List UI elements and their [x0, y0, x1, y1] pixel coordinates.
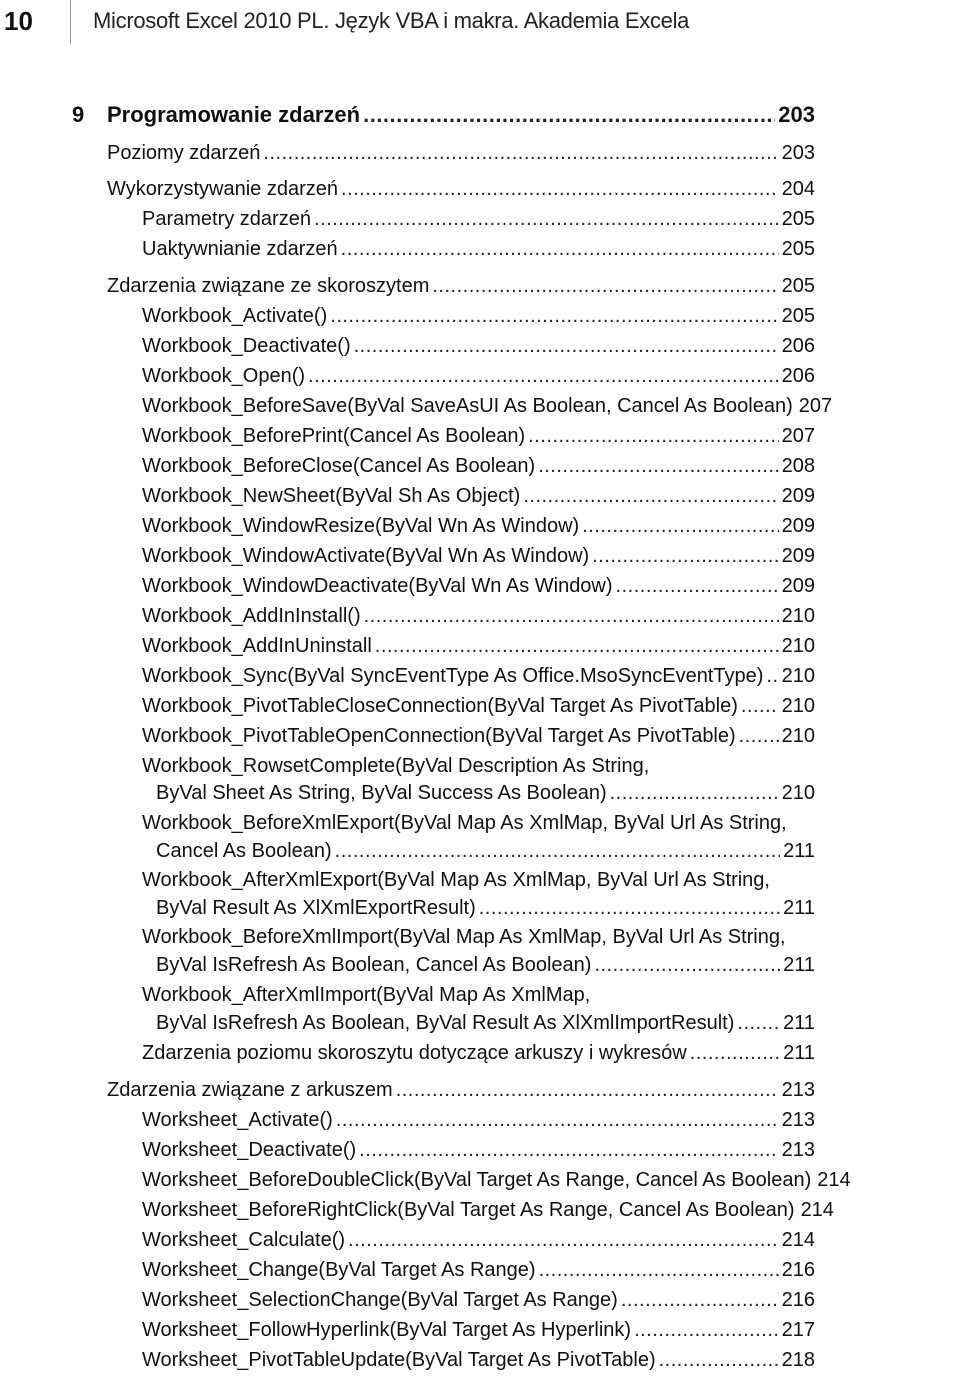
toc-entry-title: Workbook_WindowResize(ByVal Wn As Window) — [142, 515, 580, 537]
toc-entry-title: Zdarzenia związane ze skoroszytem — [107, 275, 430, 297]
toc-entry-title: Workbook_AddInUninstall — [142, 635, 372, 657]
toc-entry-line: Workbook_AfterXmlExport(ByVal Map As XmlMap, ByVal Url As String, — [142, 869, 770, 891]
toc-entry — [142, 665, 815, 693]
leader-dots — [396, 1079, 779, 1102]
toc-entry-title: Workbook_PivotTableCloseConnection(ByVal Target As PivotTable) — [142, 695, 738, 717]
toc-entry — [142, 365, 815, 393]
toc-entry — [142, 1259, 815, 1287]
toc-entry — [142, 1169, 851, 1197]
chapter-title: Programowanie zdarzeń — [107, 102, 361, 127]
toc-entry-title: Workbook_PivotTableOpenConnection(ByVal Target As PivotTable) — [142, 725, 736, 747]
leader-dots — [364, 605, 779, 628]
toc-entry-title: Worksheet_FollowHyperlink(ByVal Target As Hyperlink) — [142, 1319, 632, 1341]
toc-entry-page: 214 — [800, 1199, 834, 1221]
toc-entry-title: ByVal Sheet As String, ByVal Success As Boolean) — [156, 782, 607, 804]
toc-entry-title: ByVal IsRefresh As Boolean, ByVal Result As XlXmlImportResult) — [156, 1012, 735, 1034]
toc-entry — [142, 395, 833, 423]
toc-entry-title: Worksheet_SelectionChange(ByVal Target As Range) — [142, 1289, 618, 1311]
leader-dots — [308, 365, 779, 388]
toc-entry — [142, 575, 815, 603]
toc-entry-title: Workbook_Activate() — [142, 305, 328, 327]
toc-entry-title: Worksheet_BeforeDoubleClick(ByVal Target As Range, Cancel As Boolean) — [142, 1169, 812, 1191]
toc-entry-page: 211 — [783, 954, 815, 976]
leader-dots — [634, 1319, 779, 1342]
leader-dots — [659, 1349, 779, 1372]
toc-entry-title: Worksheet_Calculate() — [142, 1229, 346, 1251]
toc-entry-title: ByVal IsRefresh As Boolean, Cancel As Boolean) — [156, 954, 592, 976]
toc-entry-title: ByVal Result As XlXmlExportResult) — [156, 897, 476, 919]
toc-entry-page: 210 — [781, 725, 815, 747]
leader-dots — [348, 1229, 779, 1252]
toc-entry-title: Workbook_NewSheet(ByVal Sh As Object) — [142, 485, 521, 507]
toc-entry-title: Wykorzystywanie zdarzeń — [107, 178, 339, 200]
toc-entry-page: 210 — [781, 605, 815, 627]
toc-entry-title: Workbook_AddInInstall() — [142, 605, 361, 627]
leader-dots — [616, 575, 779, 598]
page-header — [0, 0, 960, 44]
leader-dots — [739, 725, 779, 748]
toc-entry-page: 205 — [781, 208, 815, 230]
toc-entry — [107, 178, 815, 206]
toc-entry — [142, 1139, 815, 1167]
toc-entry — [156, 782, 815, 810]
leader-dots — [528, 425, 778, 448]
toc-entry-page: 205 — [781, 305, 815, 327]
toc-entry-line: Workbook_BeforeXmlExport(ByVal Map As XmlMap, ByVal Url As String, — [142, 812, 787, 834]
toc-entry-title: Workbook_BeforePrint(Cancel As Boolean) — [142, 425, 526, 447]
toc-entry-page: 209 — [781, 515, 815, 537]
toc-entry-page: 216 — [781, 1289, 815, 1311]
leader-dots — [582, 515, 778, 538]
toc-entry — [142, 725, 815, 753]
toc-entry-title: Worksheet_PivotTableUpdate(ByVal Target As PivotTable) — [142, 1349, 656, 1371]
toc-entry-page: 206 — [781, 365, 815, 387]
toc-entry-title: Workbook_BeforeSave(ByVal SaveAsUI As Boolean, Cancel As Boolean) — [142, 395, 793, 417]
leader-dots — [432, 275, 778, 298]
toc-entry-title: Poziomy zdarzeń — [107, 142, 261, 164]
toc-entry — [142, 515, 815, 543]
leader-dots — [592, 545, 778, 568]
toc-entry — [142, 425, 815, 453]
leader-dots — [359, 1139, 778, 1162]
leader-dots — [375, 635, 779, 658]
toc-entry-page: 206 — [781, 335, 815, 357]
leader-dots — [690, 1042, 780, 1065]
leader-dots — [539, 1259, 779, 1282]
leader-dots — [341, 238, 779, 261]
toc-entry-page: 217 — [781, 1319, 815, 1341]
book-title: Microsoft Excel 2010 PL. Język VBA i makra. Akademia Excela — [93, 8, 690, 33]
toc-entry-title: Workbook_BeforeClose(Cancel As Boolean) — [142, 455, 536, 477]
toc-entry — [142, 208, 815, 236]
leader-dots — [737, 1012, 780, 1035]
toc-entry — [142, 1349, 815, 1377]
leader-dots — [594, 954, 780, 977]
toc-entry — [142, 238, 815, 266]
toc-entry-page: 209 — [781, 575, 815, 597]
toc-entry — [156, 897, 815, 925]
toc-entry — [142, 455, 815, 483]
toc-entry-title: Workbook_Sync(ByVal SyncEventType As Office.MsoSyncEventType) — [142, 665, 764, 687]
toc-entry-page: 211 — [783, 1042, 815, 1064]
toc-entry — [142, 695, 815, 723]
chapter-entry — [107, 102, 815, 130]
header-divider — [70, 0, 71, 44]
leader-dots — [363, 102, 775, 128]
toc-entry-page: 218 — [781, 1349, 815, 1371]
toc-entry — [142, 335, 815, 363]
toc-entry-title: Zdarzenia poziomu skoroszytu dotyczące arkuszy i wykresów — [142, 1042, 687, 1064]
toc-entry-page: 203 — [781, 142, 815, 164]
toc-entry — [142, 1289, 815, 1317]
leader-dots — [354, 335, 779, 358]
leader-dots — [621, 1289, 779, 1312]
toc-entry-title: Worksheet_Change(ByVal Target As Range) — [142, 1259, 536, 1281]
leader-dots — [263, 142, 778, 165]
toc-entry — [142, 1042, 815, 1070]
toc-entry-title: Worksheet_BeforeRightClick(ByVal Target As Range, Cancel As Boolean) — [142, 1199, 795, 1221]
toc-entry — [142, 635, 815, 663]
toc-entry-page: 205 — [781, 275, 815, 297]
toc-entry-page: 214 — [817, 1169, 851, 1191]
toc-entry-page: 205 — [781, 238, 815, 260]
toc-entry — [156, 840, 815, 868]
toc-entry — [142, 305, 815, 333]
toc-entry-title: Workbook_Open() — [142, 365, 306, 387]
toc-entry-page: 213 — [781, 1139, 815, 1161]
toc-entry-page: 207 — [798, 395, 833, 417]
leader-dots — [479, 897, 780, 920]
toc-entry-page: 211 — [783, 840, 815, 862]
toc-entry — [107, 275, 815, 303]
toc-entry-title: Workbook_WindowDeactivate(ByVal Wn As Window) — [142, 575, 613, 597]
toc-entry — [142, 1109, 815, 1137]
toc-entry-page: 210 — [781, 665, 815, 687]
toc-entry-page: 207 — [781, 425, 815, 447]
chapter-number: 9 — [72, 102, 85, 127]
toc-entry-title: Workbook_Deactivate() — [142, 335, 351, 357]
toc-entry — [156, 954, 815, 982]
toc-entry-line: Workbook_BeforeXmlImport(ByVal Map As XmlMap, ByVal Url As String, — [142, 926, 786, 948]
toc-entry-title: Parametry zdarzeń — [142, 208, 311, 230]
toc-entry-page: 209 — [781, 485, 815, 507]
toc-entry-line: Workbook_AfterXmlImport(ByVal Map As XmlMap, — [142, 984, 591, 1006]
chapter-page: 203 — [778, 102, 815, 127]
toc-entry — [142, 1319, 815, 1347]
leader-dots — [335, 840, 780, 863]
toc-entry — [142, 1229, 815, 1257]
toc-entry-page: 214 — [781, 1229, 815, 1251]
toc-entry-title: Zdarzenia związane z arkuszem — [107, 1079, 393, 1101]
leader-dots — [341, 178, 779, 201]
toc-entry-title: Worksheet_Deactivate() — [142, 1139, 357, 1161]
toc-entry-page: 204 — [781, 178, 815, 200]
toc-entry-page: 210 — [781, 782, 815, 804]
toc-entry-page: 210 — [781, 695, 815, 717]
toc-entry-page: 210 — [781, 635, 815, 657]
toc-entry — [142, 485, 815, 513]
toc-entry-page: 208 — [781, 455, 815, 477]
toc-entry-title: Workbook_WindowActivate(ByVal Wn As Window) — [142, 545, 590, 567]
leader-dots — [741, 695, 779, 718]
toc-entry-title: Worksheet_Activate() — [142, 1109, 333, 1131]
toc-entry-line: Workbook_RowsetComplete(ByVal Description As String, — [142, 755, 650, 777]
toc-entry — [142, 605, 815, 633]
toc-entry — [142, 545, 815, 573]
toc-entry-page: 213 — [781, 1109, 815, 1131]
toc-entry-title: Uaktywnianie zdarzeń — [142, 238, 338, 260]
leader-dots — [538, 455, 778, 478]
toc-entry — [156, 1012, 815, 1040]
leader-dots — [523, 485, 778, 508]
leader-dots — [314, 208, 779, 231]
leader-dots — [766, 665, 778, 688]
toc-entry — [107, 1079, 815, 1107]
leader-dots — [336, 1109, 779, 1132]
toc-entry — [107, 142, 815, 170]
toc-entry-title: Cancel As Boolean) — [156, 840, 332, 862]
page-number: 10 — [4, 6, 33, 36]
toc-entry-page: 216 — [781, 1259, 815, 1281]
leader-dots — [610, 782, 779, 805]
toc-entry-page: 209 — [781, 545, 815, 567]
leader-dots — [330, 305, 778, 328]
toc-entry-page: 211 — [783, 1012, 815, 1034]
toc-entry — [142, 1199, 834, 1227]
toc-entry-page: 213 — [781, 1079, 815, 1101]
toc-entry-page: 211 — [783, 897, 815, 919]
